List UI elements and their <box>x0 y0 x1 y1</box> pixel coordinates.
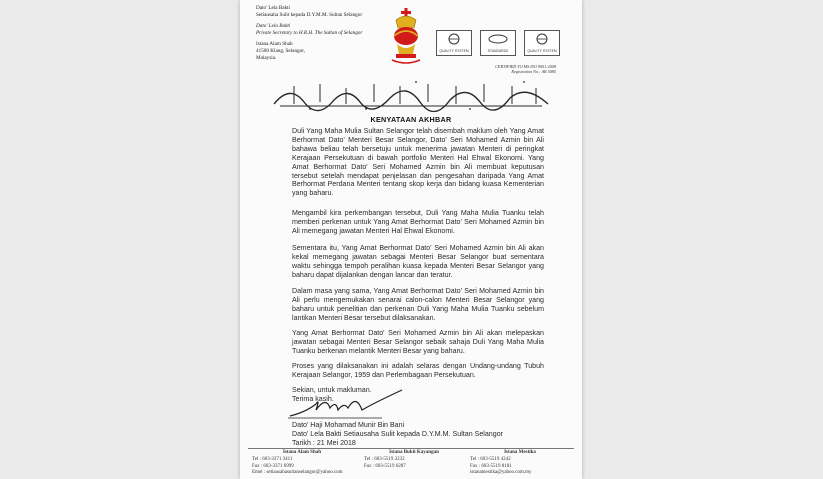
cert-logo <box>436 30 472 56</box>
sender-line: Malaysia. <box>256 54 277 61</box>
press-release-document <box>240 0 582 479</box>
body-paragraph: Proses yang dilaksanakan ini adalah selaras dengan Undang-undang Tubuh Kerajaan Selangor, 1959 dan Perlembagaan Persekutuan. <box>292 362 544 379</box>
certificate-emblem-icon <box>525 31 559 45</box>
closing-line: Sekian, untuk makluman. <box>292 386 372 394</box>
cert-logo <box>524 30 560 56</box>
signatory-position: Dato' Lela Bakti Setiausaha Sulit kepada D.Y.M.M. Sultan Selangor <box>292 429 504 438</box>
signatory-block <box>292 421 503 447</box>
cert-label: QUALITY SYSTEM <box>527 49 557 53</box>
palace-name: Istana Bukit Kayangan <box>389 450 439 455</box>
document-title: KENYATAAN AKHBAR <box>370 115 452 124</box>
body-paragraph: Sementara itu, Yang Amat Berhormat Dato' Seri Mohamed Azmin bin Ali akan kekal memegang jawatan sebagai Menteri Besar Selangor buat sementara waktu sehingga tempoh peralihan kuasa kepada Menteri Besar Selangor yang baharu dapat dijalankan dengan lancar dan teratur. <box>292 244 544 279</box>
body-paragraph: Yang Amat Berhormat Dato' Seri Mohamed Azmin bin Ali akan melepaskan jawatan sebagai Menteri Besar Selangor sebaik sahaja Duli Yang Maha Mulia Tuanku berkenan melantik Menteri Besar yang baharu. <box>292 329 544 355</box>
signature-date: Tarikh : 21 Mei 2018 <box>292 438 356 447</box>
footer-contact-alam-shah <box>252 450 352 477</box>
sender-line: Dato' Lela Bakti <box>256 23 291 30</box>
footer-divider <box>248 448 574 449</box>
cert-label: STANDARDS <box>487 49 509 53</box>
cert-footer-line: Registration No.: AR 5085 <box>511 69 556 74</box>
certification-note <box>436 64 556 74</box>
footer-contact-bukit-kayangan <box>364 450 464 470</box>
phone-number: Tel : 603-3371 3411 <box>252 456 293 462</box>
palace-name: Istana Alam Shah <box>282 450 322 455</box>
body-paragraph: Mengambil kira perkembangan tersebut, Duli Yang Maha Mulia Tuanku telah memberi perkenan untuk Yang Amat Berhormat Dato' Seri Mohamed Azmin bin Ali memegang jawatan Menteri Hal Ehwal Ekonomi. <box>292 209 544 235</box>
sender-line: Istana Alam Shah <box>256 41 293 48</box>
body-paragraph: Dalam masa yang sama, Yang Amat Berhormat Dato' Seri Mohamed Azmin bin Ali perlu mengemukakan senarai calon-calon Menteri Besar Selangor yang baharu untuk penelitian dan perkenan Duli Yang Maha Mulia Tuanku sebelum lantikan Menteri Besar tersebut dilaksanakan. <box>292 287 544 322</box>
certification-logos <box>436 30 566 60</box>
body-paragraph: Duli Yang Maha Mulia Sultan Selangor telah disembah maklum oleh Yang Amat Berhormat Dato' Menteri Besar Selangor, Dato' Seri Mohamed Azmin bin Ali bahawa beliau telah bersetuju untuk menerima jawatan Menteri di peringkat Kerajaan Persekutuan di bawah portfolio Menteri Hal Ehwal Ekonomi. Yang Amat Berhormat Dato' Seri Mohamed Azmin bin Ali membuat keputusan tersebut setelah mendapat penjelasan dan pengesahan daripada Yang Amat Berhormat Perdana Menteri tentang skop kerja dan bidang kuasa Kementerian yang baharu. <box>292 127 544 198</box>
letterhead-footer <box>240 448 582 479</box>
fax-number: Fax : 603-3371 6999 <box>252 463 294 469</box>
cert-label: QUALITY SYSTEM <box>439 49 469 53</box>
phone-number: Tel : 603-5519 4242 <box>470 456 511 462</box>
phone-number: Tel : 603-5519 3232 <box>364 456 405 462</box>
sender-address <box>256 5 396 61</box>
sender-line: Setiausaha Sulit kepada D.Y.M.M. Sultan Selangor <box>256 11 363 18</box>
royal-crest-icon <box>388 8 424 68</box>
certificate-emblem-icon <box>437 31 471 45</box>
handwritten-signature <box>286 382 406 422</box>
cert-footer-line: CERTIFIED TO MS ISO 9001:2008 <box>495 64 556 69</box>
email-address: Emel : setiausahasultanselangor@yahoo.com <box>252 470 343 476</box>
fax-number: Fax : 603-5519 8181 <box>470 463 512 469</box>
signatory-name: Dato' Haji Mohamad Munir Bin Bani <box>292 421 405 429</box>
cert-logo <box>480 30 516 56</box>
sender-line: 41500 Klang, Selangor, <box>256 47 306 54</box>
footer-contact-mestika <box>470 450 570 477</box>
standards-emblem-icon <box>481 31 515 45</box>
sender-line: Dato' Lela Bakti <box>256 5 291 11</box>
closing-line: Terima kasih. <box>292 394 334 403</box>
jawi-calligraphy-banner-icon <box>270 78 552 112</box>
palace-name: Istana Mestika <box>504 450 536 455</box>
email-address: istanamestika@yahoo.com.my <box>470 470 532 476</box>
fax-number: Fax : 603-5519 6287 <box>364 463 406 469</box>
sender-line: Private Secretary to H.R.H. The Sultan of Selangor <box>256 29 363 36</box>
